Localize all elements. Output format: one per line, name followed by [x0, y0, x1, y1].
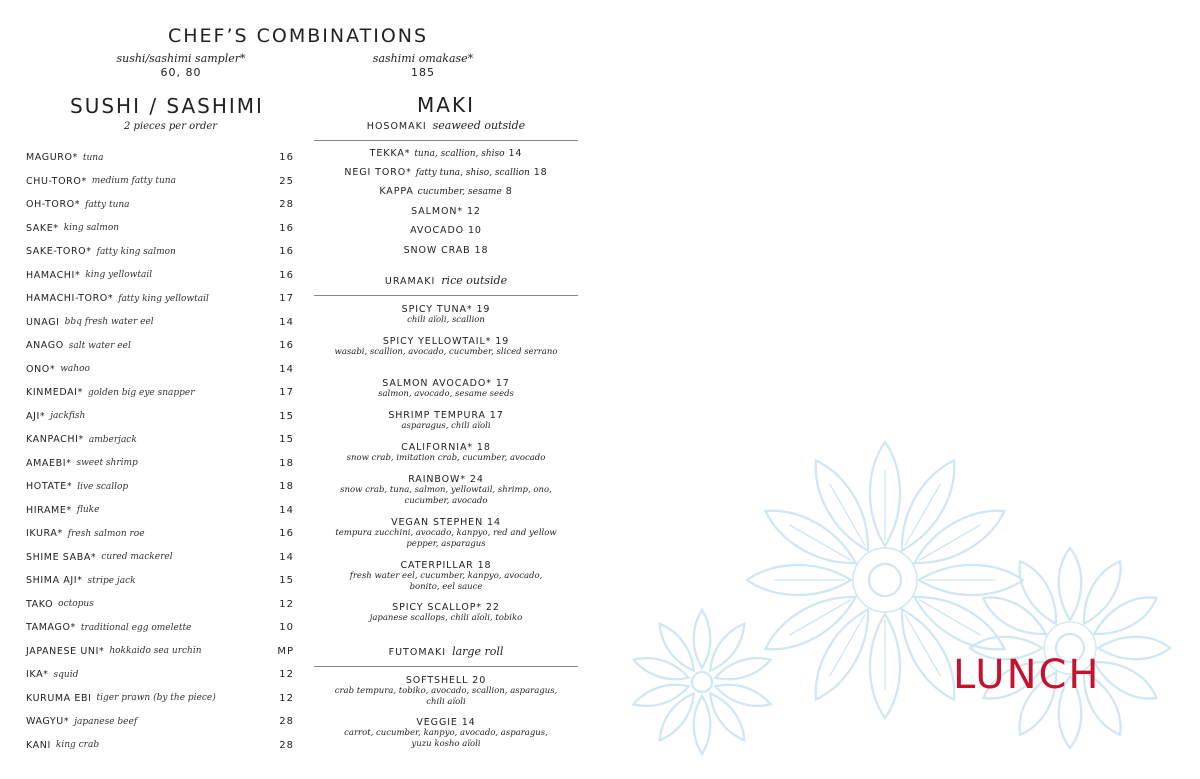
hosomaki-header: [314, 119, 578, 132]
sushi-item-price: 14: [279, 316, 294, 328]
combo-omakase-price: 185: [411, 66, 435, 79]
sushi-item-name: SAKE*: [26, 222, 59, 234]
futomaki-label: FUTOMAKI: [388, 647, 447, 658]
sushi-item-price: 15: [279, 410, 294, 422]
hosomaki-item-desc: cucumber, sesame: [417, 187, 502, 197]
sushi-item-price: MP: [277, 645, 294, 657]
sushi-item-price: 14: [279, 363, 294, 375]
uramaki-item-line: [314, 410, 578, 421]
sushi-item-desc: fresh salmon roe: [67, 528, 145, 539]
sushi-item-name: KANPACHI*: [26, 434, 84, 446]
uramaki-item: [314, 517, 578, 549]
sushi-item: [26, 311, 294, 335]
uramaki-item: [314, 442, 578, 464]
sushi-item-desc: octopus: [58, 599, 94, 610]
uramaki-item: [314, 336, 578, 358]
sushi-item-price: 12: [279, 692, 294, 704]
sushi-item-name: KANI: [26, 739, 51, 751]
combo-sampler-price: 60, 80: [160, 66, 202, 79]
sushi-item-desc: medium fatty tuna: [91, 176, 176, 187]
sushi-item-desc: king salmon: [63, 223, 120, 234]
hosomaki-desc: seaweed outside: [432, 119, 526, 132]
sushi-item: [26, 170, 294, 194]
sushi-item: [26, 146, 294, 170]
futomaki-desc: large roll: [452, 645, 504, 658]
sushi-item-price: 16: [279, 222, 294, 234]
uramaki-item-desc: snow crab, tuna, salmon, yellowtail, shrimp, ono, cucumber, avocado: [340, 485, 552, 506]
sushi-item-desc: golden big eye snapper: [87, 387, 195, 398]
sushi-item-desc: fatty king yellowtail: [118, 293, 209, 304]
sushi-item-name: OH-TORO*: [26, 199, 81, 211]
sushi-item: [26, 381, 294, 405]
sushi-item-desc: fatty king salmon: [96, 246, 176, 257]
uramaki-item-name: SPICY SCALLOP*: [392, 602, 482, 613]
hosomaki-item-price: 8: [505, 186, 513, 197]
sushi-item-price: 12: [279, 598, 294, 610]
uramaki-item-line: [314, 304, 578, 315]
uramaki-item-line: [314, 442, 578, 453]
sushi-item-name: HOTATE*: [26, 481, 73, 493]
futomaki-item-price: 20: [472, 675, 487, 686]
sushi-item-desc: jackfish: [50, 411, 86, 422]
sushi-item-name: MAGURO*: [26, 152, 78, 164]
sushi-item: [26, 428, 294, 452]
hosomaki-item-desc: tuna, scallion, shiso: [414, 149, 505, 159]
sushi-item-price: 15: [279, 575, 294, 587]
sushi-item-desc: bbq fresh water eel: [64, 317, 154, 328]
uramaki-item-line: [314, 474, 578, 485]
hosomaki-item: [314, 245, 578, 256]
sushi-item-name: AJI*: [26, 410, 46, 422]
sushi-item: [26, 217, 294, 241]
sushi-item-desc: japanese beef: [74, 716, 138, 727]
sushi-item-name: KINMEDAI*: [26, 387, 83, 399]
sushi-item: [26, 499, 294, 523]
sushi-item-desc: hokkaido sea urchin: [109, 646, 202, 657]
sushi-item: [26, 522, 294, 546]
sushi-item-desc: stripe jack: [87, 575, 136, 586]
hosomaki-item-name: SNOW CRAB: [403, 245, 471, 256]
uramaki-item-line: [314, 602, 578, 613]
uramaki-item-line: [314, 517, 578, 528]
sushi-item-desc: tuna: [82, 152, 104, 163]
hosomaki-item: [314, 206, 578, 217]
sushi-item-desc: squid: [53, 669, 79, 680]
futomaki-item: [314, 675, 578, 707]
sushi-item-desc: king yellowtail: [85, 270, 153, 281]
uramaki-item: [314, 378, 578, 400]
sushi-item-name: TAKO: [26, 598, 54, 610]
sushi-item: [26, 358, 294, 382]
sushi-item: [26, 663, 294, 687]
uramaki-item-name: SHRIMP TEMPURA: [388, 410, 486, 421]
sushi-item-price: 16: [279, 340, 294, 352]
lunch-title: LUNCH: [953, 652, 1101, 698]
sushi-item-name: SHIME SABA*: [26, 551, 97, 563]
sushi-item-price: 28: [279, 199, 294, 211]
sushi-item-desc: traditional egg omelette: [80, 622, 192, 633]
sushi-item-price: 10: [279, 622, 294, 634]
sushi-subtitle: 2 pieces per order: [124, 121, 218, 132]
chef-combinations-title: CHEF’S COMBINATIONS: [168, 25, 429, 47]
hosomaki-item-name: AVOCADO: [410, 225, 465, 236]
sushi-item: [26, 569, 294, 593]
sushi-item-price: 17: [279, 387, 294, 399]
sushi-item-desc: fluke: [76, 505, 100, 516]
sushi-item-desc: cured mackerel: [101, 552, 173, 563]
sushi-item-name: UNAGI: [26, 316, 60, 328]
sushi-item-price: 15: [279, 434, 294, 446]
hosomaki-item-price: 18: [474, 245, 489, 256]
sushi-item-price: 16: [279, 528, 294, 540]
futomaki-item-line: [314, 675, 578, 686]
futomaki-item-name: VEGGIE: [416, 717, 458, 728]
hosomaki-item-name: TEKKA*: [369, 148, 411, 159]
uramaki-item-desc: snow crab, imitation crab, cucumber, avocado: [346, 453, 546, 463]
combo-omakase: [358, 52, 488, 79]
sushi-item-desc: sweet shrimp: [76, 458, 138, 469]
sushi-list: [26, 146, 294, 757]
sushi-item-price: 18: [279, 457, 294, 469]
uramaki-item-desc: wasabi, scallion, avocado, cucumber, sliced serrano: [334, 347, 558, 357]
sushi-item-desc: wahoo: [60, 364, 90, 375]
uramaki-item-line: [314, 560, 578, 571]
sushi-item: [26, 546, 294, 570]
sushi-item-desc: tiger prawn (by the piece): [96, 693, 216, 704]
futomaki-item-price: 14: [461, 717, 476, 728]
sushi-item-name: HIRAME*: [26, 504, 72, 516]
sushi-item-price: 16: [279, 246, 294, 258]
futomaki-item-name: SOFTSHELL: [405, 675, 469, 686]
sushi-item-desc: king crab: [55, 740, 100, 751]
combo-sampler: [110, 52, 252, 79]
sushi-item: [26, 452, 294, 476]
uramaki-item-name: CALIFORNIA*: [401, 442, 473, 453]
sushi-item: [26, 334, 294, 358]
hosomaki-item: [314, 186, 578, 197]
sushi-item: [26, 710, 294, 734]
uramaki-item-price: 17: [495, 378, 510, 389]
sushi-item: [26, 405, 294, 429]
uramaki-item-price: 22: [485, 602, 500, 613]
futomaki-item-line: [314, 717, 578, 728]
uramaki-item: [314, 304, 578, 326]
sushi-item-name: KURUMA EBI: [26, 692, 92, 704]
uramaki-item-price: 19: [495, 336, 510, 347]
hosomaki-item-price: 18: [533, 167, 548, 178]
uramaki-item-price: 24: [469, 474, 484, 485]
uramaki-item: [314, 560, 578, 592]
sushi-item: [26, 687, 294, 711]
futomaki-divider: [314, 666, 578, 667]
maki-title: MAKI: [417, 93, 475, 117]
hosomaki-item-price: 12: [466, 206, 481, 217]
uramaki-item-line: [314, 378, 578, 389]
combo-omakase-name: sashimi omakase*: [372, 52, 474, 65]
hosomaki-item-price: 14: [508, 148, 523, 159]
futomaki-header: [314, 645, 578, 658]
sushi-item-name: HAMACHI*: [26, 269, 81, 281]
sushi-item-price: 16: [279, 152, 294, 164]
futomaki-item-desc: carrot, cucumber, kanpyo, avocado, asparagus, yuzu kosho aïoli: [344, 728, 548, 749]
uramaki-item-desc: fresh water eel, cucumber, kanpyo, avocado, bonito, eel sauce: [349, 571, 543, 592]
uramaki-label: URAMAKI: [384, 276, 436, 287]
hosomaki-item: [314, 148, 578, 159]
sushi-item: [26, 475, 294, 499]
uramaki-item-price: 19: [476, 304, 491, 315]
sushi-item-price: 17: [279, 293, 294, 305]
uramaki-item-desc: chili aïoli, scallion: [407, 315, 485, 325]
uramaki-item: [314, 602, 578, 624]
sushi-item-name: SAKE-TORO*: [26, 246, 92, 258]
uramaki-item-desc: salmon, avocado, sesame seeds: [378, 389, 514, 399]
uramaki-item-desc: japanese scallops, chili aïoli, tobiko: [369, 613, 523, 623]
sushi-item: [26, 193, 294, 217]
sushi-item-price: 28: [279, 716, 294, 728]
uramaki-item-price: 17: [489, 410, 504, 421]
sushi-item-name: ANAGO: [26, 340, 64, 352]
sushi-item-name: ONO*: [26, 363, 56, 375]
sushi-item-price: 16: [279, 269, 294, 281]
uramaki-item-desc: asparagus, chili aïoli: [401, 421, 491, 431]
sushi-item-name: JAPANESE UNI*: [26, 645, 105, 657]
hosomaki-item: [314, 225, 578, 236]
uramaki-item: [314, 474, 578, 506]
uramaki-desc: rice outside: [441, 274, 508, 287]
flower-illustration: [620, 420, 1200, 779]
uramaki-item-price: 14: [487, 517, 501, 528]
uramaki-item-price: 18: [477, 560, 492, 571]
sushi-item-name: IKA*: [26, 669, 49, 681]
sushi-item-name: SHIMA AJI*: [26, 575, 83, 587]
sushi-item-price: 14: [279, 504, 294, 516]
sushi-item-name: TAMAGO*: [26, 622, 76, 634]
uramaki-item-name: SPICY YELLOWTAIL*: [382, 336, 492, 347]
uramaki-item-name: SPICY TUNA*: [401, 304, 473, 315]
sushi-item-desc: fatty tuna: [85, 199, 130, 210]
uramaki-divider: [314, 295, 578, 296]
sushi-item-desc: live scallop: [77, 481, 129, 492]
sushi-item-name: IKURA*: [26, 528, 63, 540]
sushi-item: [26, 593, 294, 617]
uramaki-item-desc: tempura zucchini, avocado, kanpyo, red and yellow pepper, asparagus: [335, 528, 557, 549]
sushi-item-name: HAMACHI-TORO*: [26, 293, 114, 305]
hosomaki-item-desc: fatty tuna, shiso, scallion: [415, 168, 530, 178]
sushi-item-name: WAGYU*: [26, 716, 70, 728]
sushi-item-price: 12: [279, 669, 294, 681]
uramaki-item-price: 18: [476, 442, 491, 453]
sushi-item-desc: amberjack: [88, 434, 137, 445]
sushi-item: [26, 734, 294, 758]
sushi-item-price: 14: [279, 551, 294, 563]
sushi-item: [26, 287, 294, 311]
hosomaki-item-name: SALMON*: [411, 206, 464, 217]
futomaki-item-desc: crab tempura, tobiko, avocado, scallion, asparagus, chili aïoli: [334, 686, 558, 707]
uramaki-header: [314, 274, 578, 287]
hosomaki-label: HOSOMAKI: [366, 121, 427, 132]
uramaki-item-name: VEGAN STEPHEN: [391, 517, 484, 528]
hosomaki-item: [314, 167, 578, 178]
hosomaki-item-name: NEGI TORO*: [344, 167, 412, 178]
uramaki-item-name: SALMON AVOCADO*: [382, 378, 492, 389]
sushi-item: [26, 616, 294, 640]
uramaki-item-name: CATERPILLAR: [400, 560, 474, 571]
sushi-item-name: CHU-TORO*: [26, 175, 87, 187]
futomaki-item: [314, 717, 578, 749]
sushi-item: [26, 240, 294, 264]
hosomaki-divider: [314, 140, 578, 141]
hosomaki-item-name: KAPPA: [379, 186, 414, 197]
sushi-item-price: 25: [279, 175, 294, 187]
combo-sampler-name: sushi/sashimi sampler*: [116, 52, 246, 65]
sushi-item-price: 18: [279, 481, 294, 493]
sushi-item: [26, 640, 294, 664]
uramaki-item-name: RAINBOW*: [408, 474, 466, 485]
sushi-item-desc: salt water eel: [68, 340, 131, 351]
hosomaki-item-price: 10: [467, 225, 482, 236]
sushi-title: SUSHI / SASHIMI: [70, 94, 264, 118]
uramaki-item: [314, 410, 578, 432]
sushi-item-price: 28: [279, 739, 294, 751]
sushi-item-name: AMAEBI*: [26, 457, 72, 469]
sushi-item: [26, 264, 294, 288]
uramaki-item-line: [314, 336, 578, 347]
